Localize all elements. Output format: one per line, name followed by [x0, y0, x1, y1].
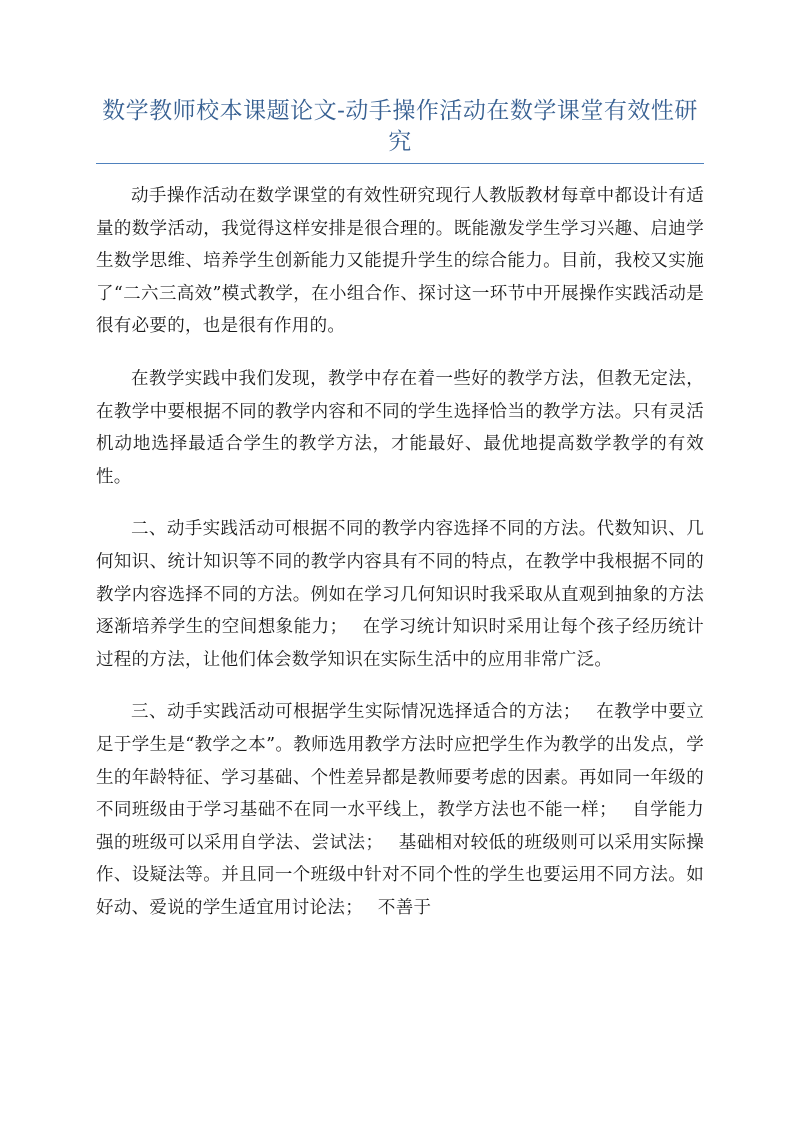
paragraph-intro: 动手操作活动在数学课堂的有效性研究现行人教版教材每章中都设计有适量的数学活动，我觉得这样安排是很合理的。既能激发学生学习兴趣、启迪学生数学思维、培养学生创新能力又能提升学生的综合能力。目前，我校又实施了“二六三高效”模式教学，在小组合作、探讨这一环节中开展操作实践活动是很有必要的，也是很有作用的。	[96, 186, 704, 337]
paragraph-teaching-practice: 在教学实践中我们发现，教学中存在着一些好的教学方法，但教无定法，在教学中要根据不同的教学内容和不同的学生选择恰当的教学方法。只有灵活机动地选择最适合学生的教学方法，才能最好、最优地提高数学教学的有效性。	[96, 368, 704, 487]
paragraph-section-two: 二、动手实践活动可根据不同的教学内容选择不同的方法。代数知识、几何知识、统计知识等不同的教学内容具有不同的特点，在教学中我根据不同的教学内容选择不同的方法。例如在学习几何知识时我采取从直观到抽象的方法逐渐培养学生的空间想象能力； 在学习统计知识时采用让每个孩子经历统计过程的方法，让他们体会数学知识在实际生活中的应用非常广泛。	[96, 519, 704, 670]
page-title: 数学教师校本课题论文-动手操作活动在数学课堂有效性研究	[102, 98, 698, 155]
title-block	[96, 96, 704, 158]
title-divider	[96, 163, 704, 164]
document-body	[96, 180, 704, 944]
paragraph-section-three: 三、动手实践活动可根据学生实际情况选择适合的方法； 在教学中要立足于学生是“教学之本”。教师选用教学方法时应把学生作为教学的出发点，学生的年龄特征、学习基础、个性差异都是教师要考虑的因素。再如同一年级的不同班级由于学习基础不在同一水平线上，教学方法也不能一样； 自学能力强的班级可以采用自学法、尝试法； 基础相对较低的班级则可以采用实际操作、设疑法等。并且同一个班级中针对不同个性的学生也要运用不同方法。如好动、爱说的学生适宜用讨论法； 不善于	[96, 702, 704, 918]
